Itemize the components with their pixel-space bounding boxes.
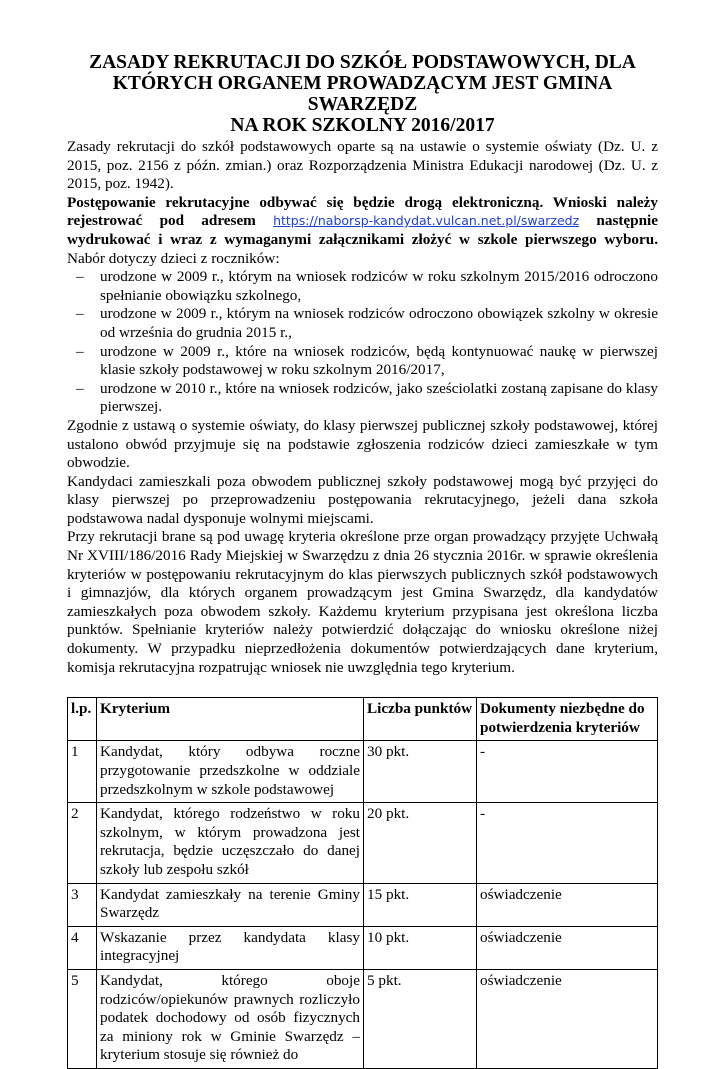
- header-documents: Dokumenty niezbędne do potwierdzenia kryteriów: [477, 698, 658, 741]
- list-item: [67, 380, 658, 417]
- list-item: [67, 343, 658, 380]
- cell-criterion: Kandydat zamieszkały na terenie Gminy Swarzędz: [97, 883, 364, 926]
- table-row: [68, 803, 658, 883]
- table-header-row: [68, 698, 658, 741]
- list-item: [67, 305, 658, 342]
- intro-paragraph: Zasady rekrutacji do szkół podstawowych oparte są na ustawie o systemie oświaty (Dz. U. z 2015, poz. 2156 z późn. zmian.) oraz Rozporządzenia Ministra Edukacji narodowej (Dz. U. z 2015, poz. 1942).: [67, 138, 658, 193]
- paragraph-outside-district: Kandydaci zamieszkali poza obwodem publicznej szkoły podstawowej mogą być przyjęci do klasy pierwszej po przeprowadzeniu postępowania rekrutacyjnego, jeżeli dana szkoła podstawowa nadal dysponuje wolnymi miejscami.: [67, 472, 658, 527]
- cell-criterion: Kandydat, którego oboje rodziców/opiekunów prawnych rozliczyło podatek dochodowy od osób fizycznych za miniony rok w Gminie Swarzędz – kryterium stosuje się również do: [97, 969, 364, 1068]
- cell-criterion: Kandydat, który odbywa roczne przygotowanie przedszkolne w oddziale przedszkolnym w szkole podstawowej: [97, 741, 364, 803]
- registration-link[interactable]: https://naborsp-kandydat.vulcan.net.pl/swarzedz: [273, 213, 580, 229]
- cell-documents: oświadczenie: [477, 969, 658, 1068]
- paragraph-criteria: Przy rekrutacji brane są pod uwagę kryteria określone prze organ prowadzący przyjęte Uchwałą Nr XVIII/186/2016 Rady Miejskiej w Swarzędzu z dnia 26 stycznia 2016r. w sprawie określenia kryteriów w postępowaniu rekrutacyjnym do klas pierwszych publicznych szkół podstawowych i gimnazjów, dla których organem prowadzącym jest Gmina Swarzędz, dla kandydatów zamieszkałych poza obwodem szkoły. Każdemu kryterium przypisana jest określona liczba punktów. Spełnianie kryteriów należy potwierdzić dołączając do wniosku określone niżej dokumenty. W przypadku nieprzedłożenia dokumentów potwierdzających dane kryterium, komisja rekrutacyjna rozpatrując wniosek nie uwzględnia tego kryterium.: [67, 528, 658, 676]
- title-line: KTÓRYCH ORGANEM PROWADZĄCYM JEST GMINA SWARZĘDZ: [112, 73, 613, 115]
- cell-lp: 5: [68, 969, 97, 1068]
- table-row: [68, 969, 658, 1068]
- cell-criterion: Wskazanie przez kandydata klasy integracyjnej: [97, 926, 364, 969]
- paragraph-district: Zgodnie z ustawą o systemie oświaty, do klasy pierwszej publicznej szkoły podstawowej, której ustalono obwód przyjmuje się na podstawie zgłoszenia rodziców dzieci zamieszkałe w tym obwodzie.: [67, 416, 658, 472]
- cell-points: 10 pkt.: [364, 926, 477, 969]
- table-row: [68, 883, 658, 926]
- cell-lp: 2: [68, 803, 97, 883]
- cell-points: 15 pkt.: [364, 883, 477, 926]
- procedure-bold-text: następnie wydrukować i wraz z wymaganymi załącznikami złożyć w szkole pierwszego wyboru.: [67, 212, 659, 248]
- cell-criterion: Kandydat, którego rodzeństwo w roku szkolnym, w którym prowadzona jest rekrutacja, będzie uczęszczało do danej szkoły lub zespołu szkół: [97, 803, 364, 883]
- list-item: [67, 268, 658, 305]
- cell-points: 30 pkt.: [364, 741, 477, 803]
- document-page: [67, 52, 658, 1069]
- list-item-text: urodzone w 2009 r., które na wniosek rodziców, będą kontynuować naukę w pierwszej klasie szkoły podstawowej w roku szkolnym 2016/2017,: [100, 342, 658, 379]
- dash-marker: –: [76, 268, 84, 286]
- dash-marker: –: [76, 379, 84, 397]
- table-row: [68, 741, 658, 803]
- birth-year-list: [67, 268, 658, 417]
- header-points: Liczba punktów: [364, 698, 477, 741]
- cell-points: 20 pkt.: [364, 803, 477, 883]
- list-item-text: urodzone w 2009 r., którym na wniosek rodziców w roku szkolnym 2015/2016 odroczono spełnianie obowiązku szkolnego,: [100, 268, 658, 304]
- header-lp: l.p.: [68, 698, 97, 741]
- title-line: NA ROK SZKOLNY 2016/2017: [230, 115, 495, 136]
- cell-points: 5 pkt.: [364, 969, 477, 1068]
- cell-documents: -: [477, 741, 658, 803]
- dash-marker: –: [76, 342, 84, 360]
- cell-documents: oświadczenie: [477, 926, 658, 969]
- list-item-text: urodzone w 2010 r., które na wniosek rodziców, jako sześciolatki zostaną zapisane do klasy pierwszej.: [100, 379, 658, 416]
- criteria-table: [67, 697, 658, 1069]
- list-item-text: urodzone w 2009 r., którym na wniosek rodziców odroczono obowiązek szkolny w okresie od września do grudnia 2015 r.,: [100, 305, 658, 341]
- title-line: ZASADY REKRUTACJI DO SZKÓŁ PODSTAWOWYCH, DLA: [89, 52, 636, 73]
- dash-marker: –: [76, 305, 84, 323]
- header-criterion: Kryterium: [97, 698, 364, 741]
- cell-lp: 1: [68, 741, 97, 803]
- procedure-text: Nabór dotyczy dzieci z roczników:: [67, 249, 280, 267]
- cell-documents: -: [477, 803, 658, 883]
- cell-lp: 4: [68, 926, 97, 969]
- table-row: [68, 926, 658, 969]
- cell-lp: 3: [68, 883, 97, 926]
- procedure-bold-text: Postępowanie rekrutacyjne odbywać się będzie drogą elektroniczną. Wnioski należy rejestrować pod adresem: [67, 193, 658, 230]
- procedure-paragraph: [67, 194, 658, 268]
- document-title: [67, 52, 658, 136]
- cell-documents: oświadczenie: [477, 883, 658, 926]
